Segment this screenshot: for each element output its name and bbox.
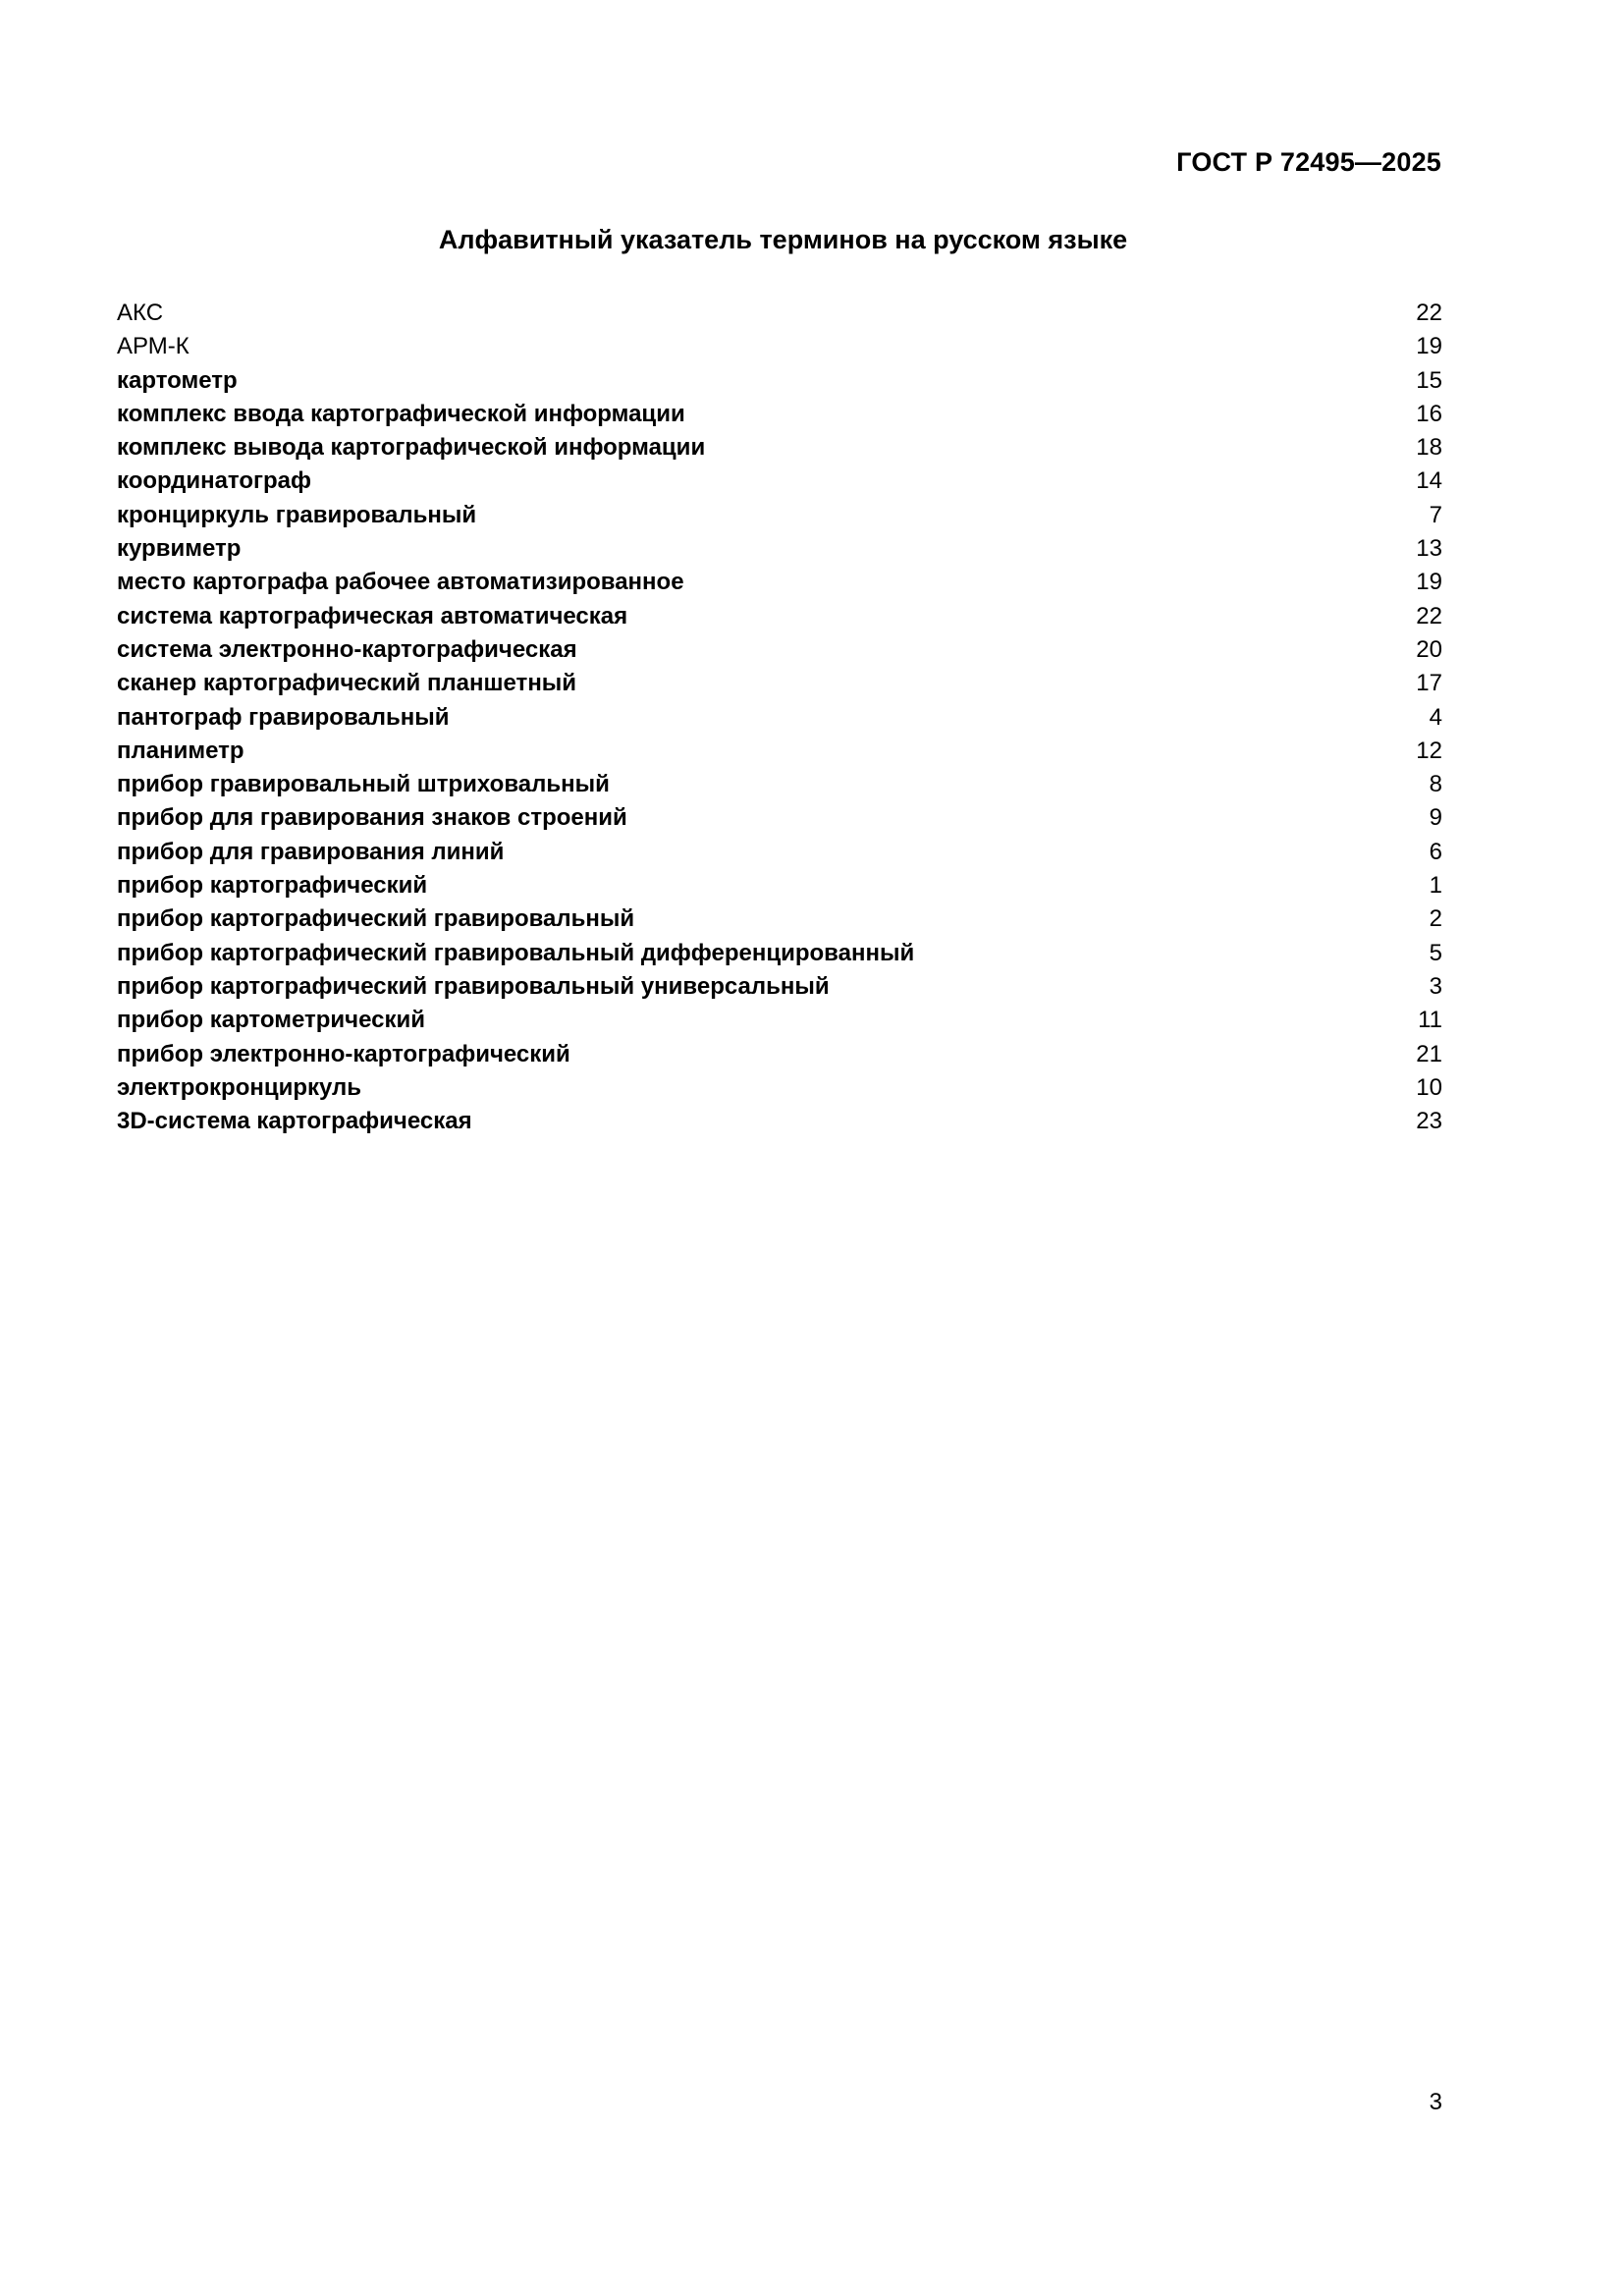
term-index-list bbox=[117, 297, 1442, 1138]
index-entry bbox=[117, 431, 1442, 465]
index-entry-ref: 5 bbox=[1429, 939, 1442, 966]
index-entry-term: сканер картографический планшетный bbox=[117, 670, 577, 697]
page-number: 3 bbox=[1429, 2089, 1442, 2115]
index-entry-term: пантограф гравировальный bbox=[117, 703, 450, 731]
index-entry-term: прибор для гравирования знаков строений bbox=[117, 804, 627, 832]
index-entry-term: АКС bbox=[117, 300, 164, 326]
index-entry bbox=[117, 532, 1442, 566]
index-title: Алфавитный указатель терминов на русском языке bbox=[438, 225, 1128, 254]
index-entry-term: АРМ-К bbox=[117, 333, 189, 360]
index-entry-term: картометр bbox=[117, 366, 238, 394]
index-entry-ref: 21 bbox=[1416, 1040, 1442, 1067]
index-entry-term: прибор гравировальный штриховальный bbox=[117, 771, 610, 798]
index-entry bbox=[117, 297, 1442, 330]
index-entry bbox=[117, 1038, 1442, 1071]
index-entry-ref: 18 bbox=[1416, 434, 1442, 462]
index-entry bbox=[117, 499, 1442, 532]
index-entry bbox=[117, 364, 1442, 398]
index-entry-ref: 9 bbox=[1429, 804, 1442, 832]
index-entry bbox=[117, 970, 1442, 1004]
index-entry bbox=[117, 465, 1442, 498]
index-entry-ref: 19 bbox=[1416, 569, 1442, 596]
index-entry bbox=[117, 600, 1442, 633]
index-entry-ref: 7 bbox=[1429, 501, 1442, 528]
index-entry bbox=[117, 667, 1442, 700]
index-entry-ref: 3 bbox=[1429, 972, 1442, 1000]
index-entry-term: прибор картографический гравировальный bbox=[117, 905, 635, 933]
index-entry-term: прибор картографический гравировальный дифференцированный bbox=[117, 939, 915, 966]
index-entry bbox=[117, 768, 1442, 801]
index-entry bbox=[117, 1105, 1442, 1138]
index-entry bbox=[117, 633, 1442, 667]
index-entry bbox=[117, 566, 1442, 599]
index-entry-term: кронциркуль гравировальный bbox=[117, 501, 477, 528]
index-entry-term: координатограф bbox=[117, 467, 312, 495]
index-entry bbox=[117, 836, 1442, 869]
index-entry-ref: 16 bbox=[1416, 400, 1442, 427]
index-entry-term: прибор электронно-картографический bbox=[117, 1040, 570, 1067]
index-entry-term: электрокронциркуль bbox=[117, 1073, 362, 1101]
index-entry-term: комплекс вывода картографической информации bbox=[117, 434, 706, 462]
index-entry-ref: 1 bbox=[1429, 872, 1442, 900]
index-entry-term: система картографическая автоматическая bbox=[117, 602, 628, 629]
index-entry-ref: 2 bbox=[1429, 905, 1442, 933]
index-entry bbox=[117, 1004, 1442, 1037]
index-entry bbox=[117, 398, 1442, 431]
index-entry-ref: 10 bbox=[1416, 1073, 1442, 1101]
index-entry-term: 3D-система картографическая bbox=[117, 1108, 472, 1135]
index-entry-ref: 11 bbox=[1418, 1007, 1442, 1034]
index-entry-term: комплекс ввода картографической информации bbox=[117, 400, 685, 427]
index-entry-term: курвиметр bbox=[117, 535, 242, 563]
index-entry bbox=[117, 937, 1442, 970]
index-entry-ref: 17 bbox=[1416, 670, 1442, 697]
index-entry-ref: 19 bbox=[1416, 333, 1442, 360]
index-entry-term: планиметр bbox=[117, 737, 244, 764]
index-entry-ref: 13 bbox=[1416, 535, 1442, 563]
index-entry-term: система электронно-картографическая bbox=[117, 635, 577, 663]
index-entry-ref: 20 bbox=[1416, 635, 1442, 663]
index-entry bbox=[117, 902, 1442, 936]
index-entry-ref: 15 bbox=[1416, 366, 1442, 394]
index-entry-term: место картографа рабочее автоматизированное bbox=[117, 569, 684, 596]
index-entry-term: прибор картографический bbox=[117, 872, 428, 900]
index-entry-ref: 12 bbox=[1416, 737, 1442, 764]
index-entry-ref: 22 bbox=[1416, 602, 1442, 629]
index-entry-ref: 6 bbox=[1429, 838, 1442, 865]
index-entry-ref: 14 bbox=[1416, 467, 1442, 495]
index-entry bbox=[117, 735, 1442, 768]
index-entry-ref: 4 bbox=[1429, 703, 1442, 731]
index-entry-term: прибор для гравирования линий bbox=[117, 838, 505, 865]
index-entry-term: прибор картографический гравировальный универсальный bbox=[117, 972, 830, 1000]
index-entry bbox=[117, 869, 1442, 902]
index-entry-ref: 23 bbox=[1416, 1108, 1442, 1135]
document-standard-id: ГОСТ Р 72495—2025 bbox=[1176, 147, 1441, 177]
index-entry bbox=[117, 801, 1442, 835]
index-entry-ref: 22 bbox=[1416, 300, 1442, 326]
index-entry bbox=[117, 1071, 1442, 1105]
index-entry-term: прибор картометрический bbox=[117, 1007, 425, 1034]
index-entry-ref: 8 bbox=[1429, 771, 1442, 798]
index-entry bbox=[117, 701, 1442, 735]
index-entry bbox=[117, 330, 1442, 363]
